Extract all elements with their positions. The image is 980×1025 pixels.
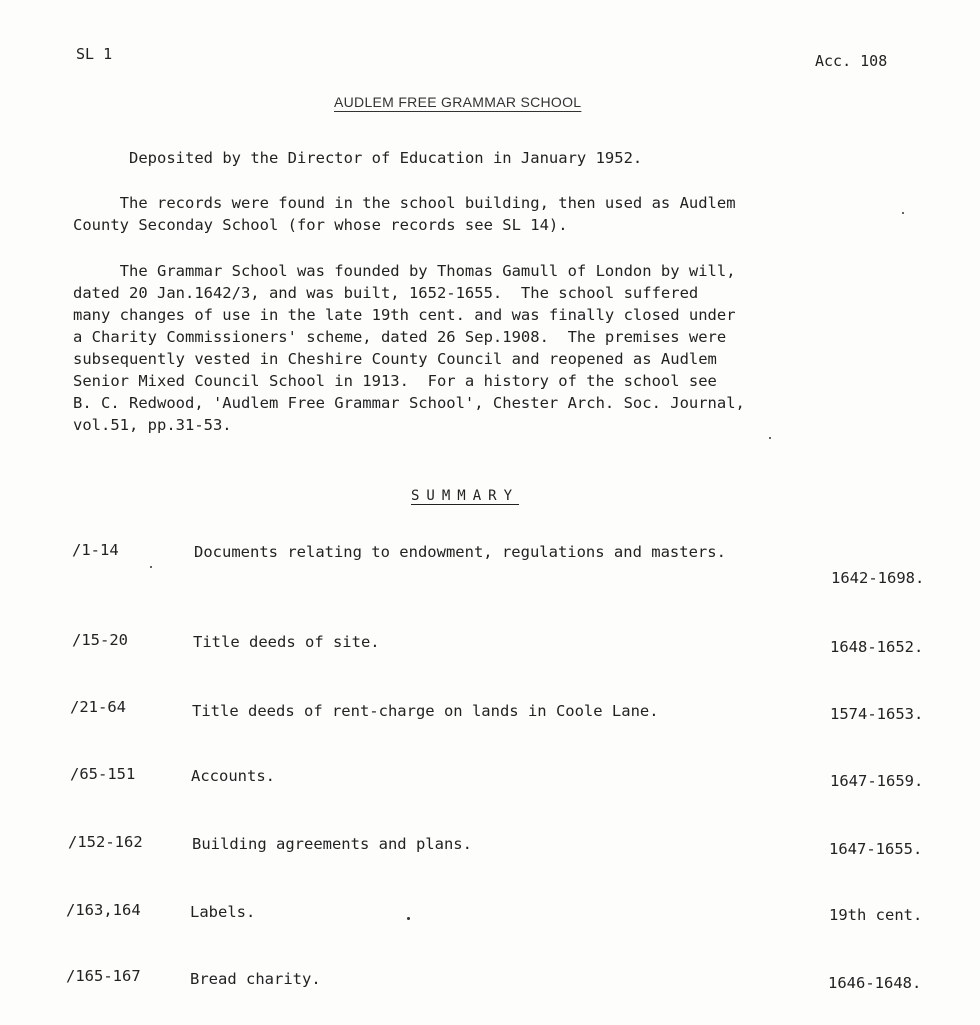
summary-entry [66, 967, 942, 991]
paragraph-line: vol.51, pp.31-53. [73, 416, 232, 434]
entry-date: 1574-1653. [830, 705, 924, 723]
entry-reference: /21-64 [70, 698, 126, 716]
paragraph-line: The records were found in the school building, then used as Audlem [73, 194, 736, 212]
entry-date: 1647-1655. [829, 840, 923, 858]
entry-reference: /152-162 [68, 833, 143, 851]
summary-entry [70, 698, 942, 722]
document-title: AUDLEM FREE GRAMMAR SCHOOL [334, 94, 582, 110]
entry-reference: /165-167 [66, 967, 141, 985]
entry-reference: /163,164 [66, 901, 141, 919]
paragraph-line: subsequently vested in Cheshire County Council and reopened as Audlem [73, 350, 717, 368]
history-paragraph [73, 260, 903, 436]
accession-number: Acc. 108 [815, 52, 888, 70]
reference-code: SL 1 [76, 45, 113, 63]
entry-date: 1646-1648. [828, 974, 922, 992]
scan-speck [769, 437, 771, 439]
summary-entry [66, 901, 942, 925]
scan-speck [407, 917, 410, 920]
entry-date: 19th cent. [829, 906, 923, 924]
scan-speck [902, 212, 904, 214]
entry-description: Labels. [190, 903, 256, 921]
records-paragraph [73, 192, 903, 236]
summary-heading: SUMMARY [411, 488, 520, 504]
entry-description: Accounts. [191, 767, 275, 785]
paragraph-line: County Seconday School (for whose records see SL 14). [73, 216, 568, 234]
paragraph-line: dated 20 Jan.1642/3, and was built, 1652-1655. The school suffered [73, 284, 699, 302]
paragraph-line: B. C. Redwood, 'Audlem Free Grammar School', Chester Arch. Soc. Journal, [73, 394, 745, 412]
paragraph-line: many changes of use in the late 19th cent. and was finally closed under [73, 306, 736, 324]
entry-reference: /1-14 [72, 541, 119, 559]
paragraph-line: Senior Mixed Council School in 1913. For a history of the school see [73, 372, 717, 390]
entry-description: Documents relating to endowment, regulations and masters. [194, 543, 726, 561]
entry-date: 1647-1659. [830, 772, 924, 790]
entry-description: Building agreements and plans. [192, 835, 472, 853]
entry-description: Title deeds of rent-charge on lands in Coole Lane. [192, 702, 659, 720]
entry-date: 1642-1698. [831, 569, 925, 587]
entry-description: Title deeds of site. [193, 633, 380, 651]
entry-description: Bread charity. [190, 970, 321, 988]
summary-entry [68, 833, 942, 857]
paragraph-line: a Charity Commissioners' scheme, dated 26 Sep.1908. The premises were [73, 328, 727, 346]
summary-entry [72, 631, 942, 655]
summary-entry [70, 765, 942, 789]
entry-reference: /65-151 [70, 765, 136, 783]
summary-entry [72, 541, 942, 591]
deposit-statement: Deposited by the Director of Education in January 1952. [129, 149, 643, 167]
entry-reference: /15-20 [72, 631, 128, 649]
entry-date: 1648-1652. [830, 638, 924, 656]
paragraph-line: The Grammar School was founded by Thomas Gamull of London by will, [73, 262, 736, 280]
scan-speck [150, 566, 152, 568]
